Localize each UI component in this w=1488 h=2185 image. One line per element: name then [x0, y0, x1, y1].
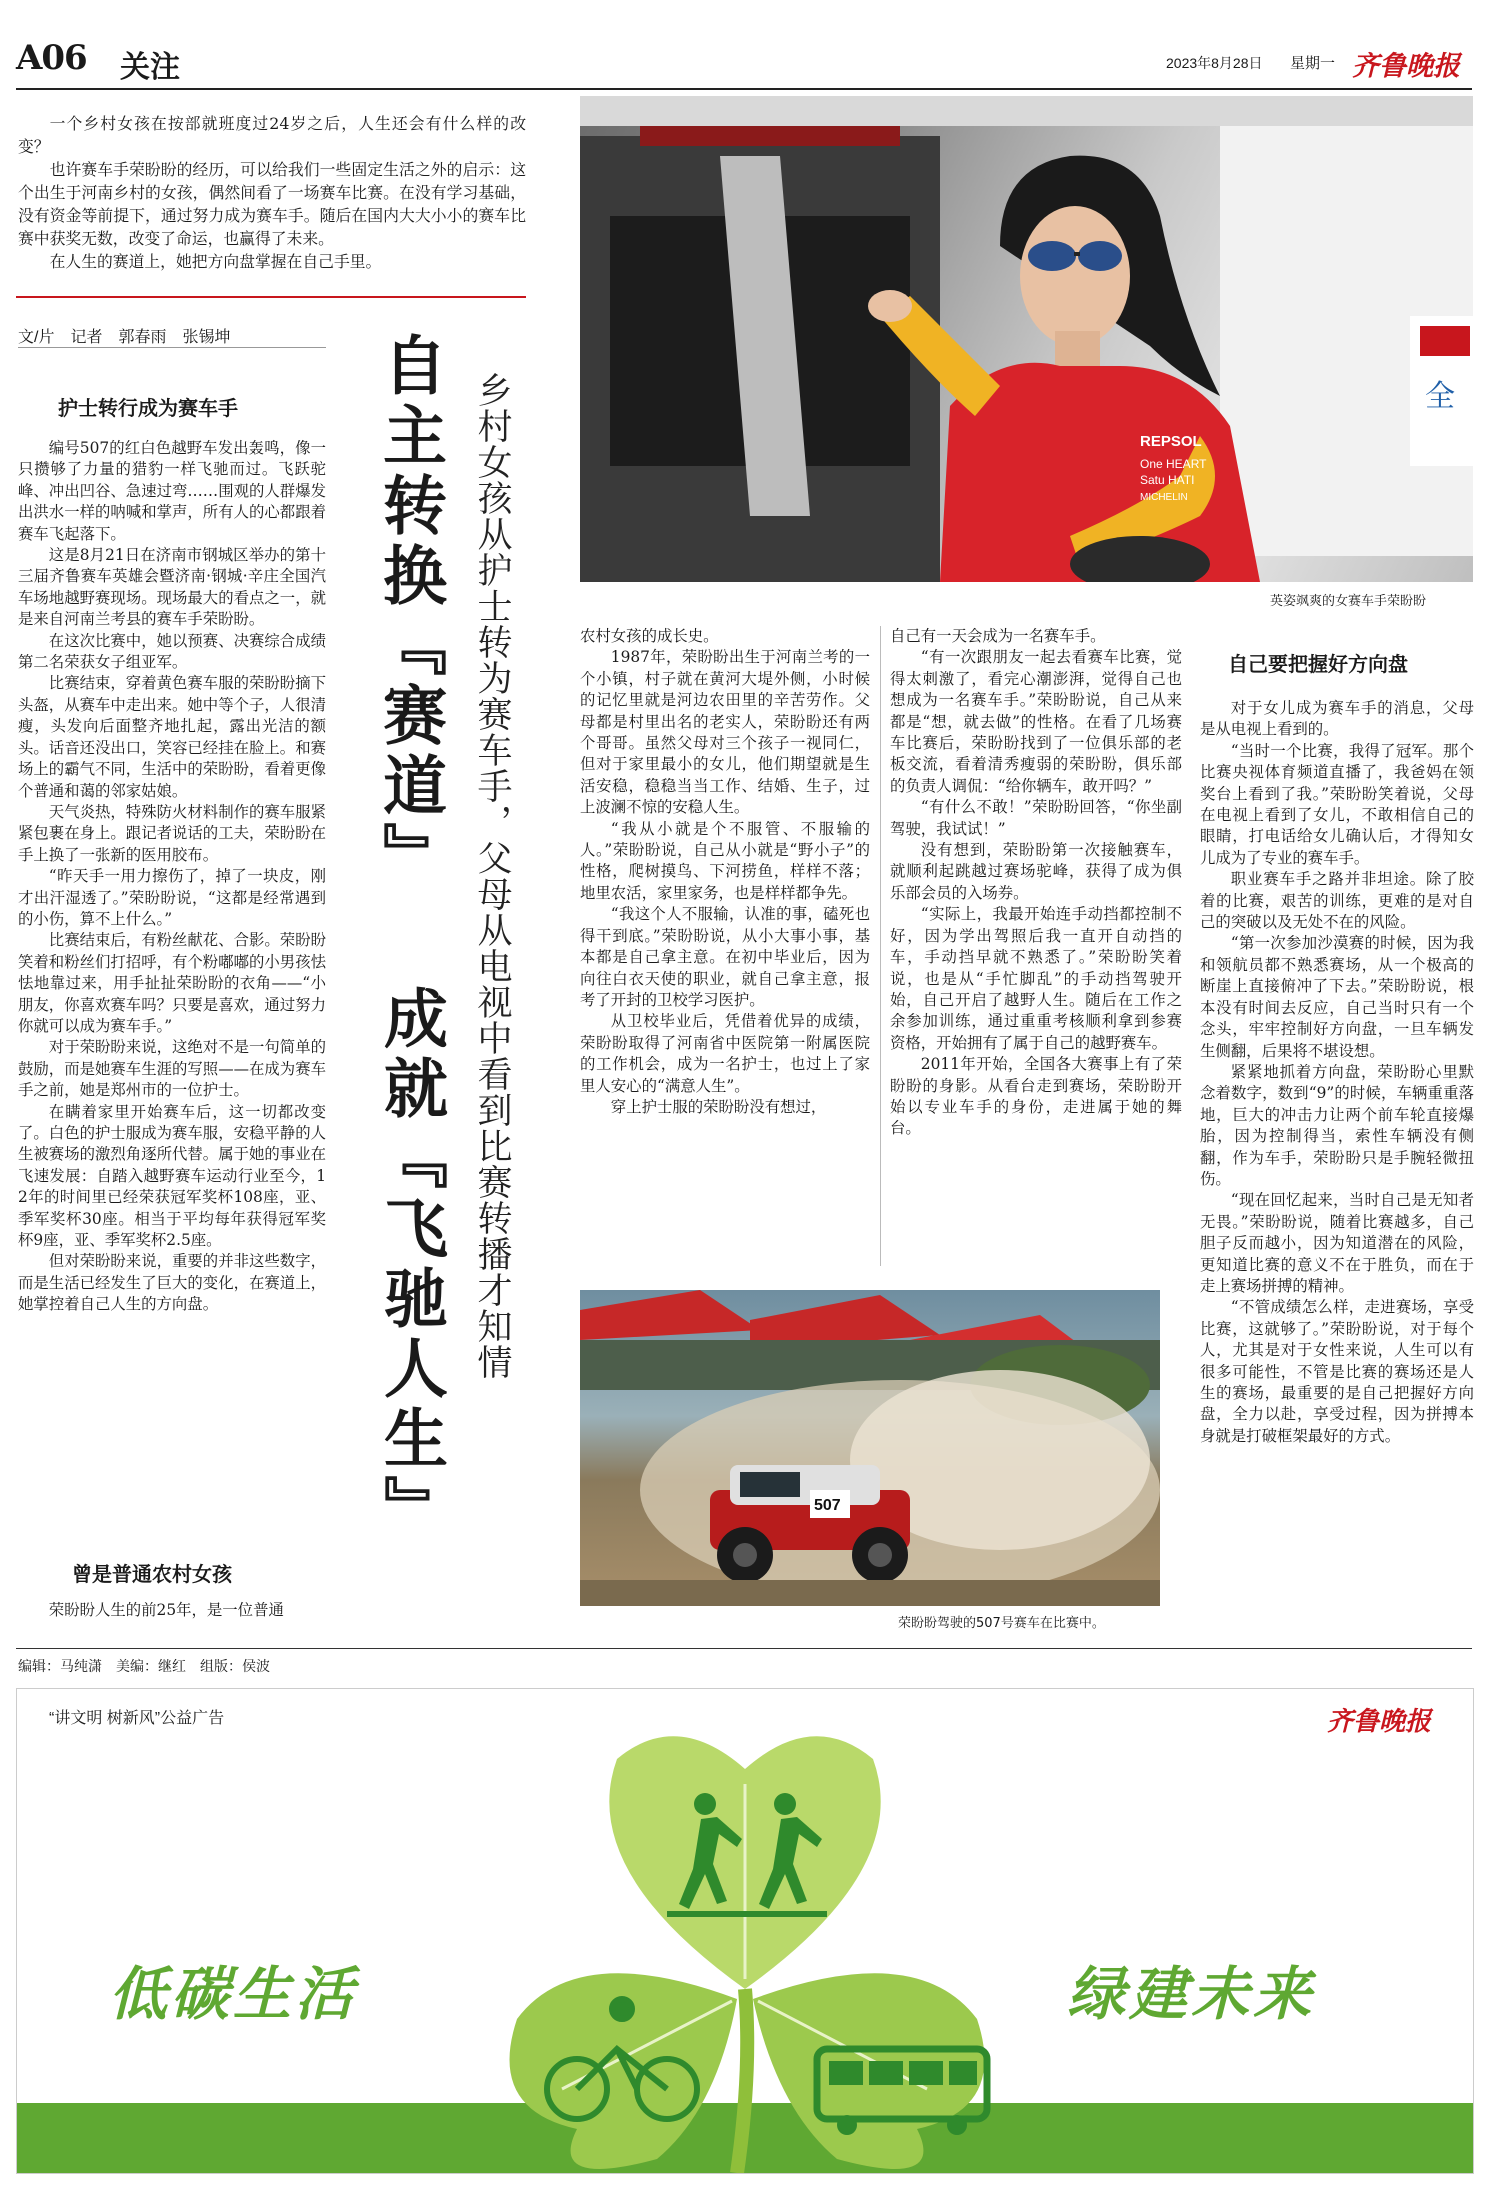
section-title-1: 护士转行成为赛车手	[58, 396, 238, 420]
body-paragraph: 比赛结束后，有粉丝献花、合影。荣盼盼笑着和粉丝们打招呼，有个粉嘟嘟的小男孩怯怯地靠过来，用手扯扯荣盼盼的衣角——“小朋友，你喜欢赛车吗？只要是喜欢，通过努力你就可以成为赛车手。”	[18, 931, 326, 1035]
body-paragraph: 农村女孩的成长史。	[580, 627, 719, 645]
column-5	[1200, 698, 1474, 1634]
header-date: 2023年8月28日	[1166, 55, 1263, 71]
jersey-sponsor: MICHELIN	[1140, 492, 1188, 503]
ad-right-slogan: 绿建未来	[1067, 1960, 1316, 2028]
article-bottom-rule	[16, 1648, 1472, 1649]
body-paragraph: 自己有一天会成为一名赛车手。	[890, 627, 1106, 645]
column-1-tail	[18, 1600, 326, 1626]
lead-paragraph: 在人生的赛道上，她把方向盘掌握在自己手里。	[49, 252, 382, 271]
ad-slogan-tag: “讲文明 树新风”公益广告	[49, 1710, 225, 1727]
public-service-ad	[16, 1688, 1474, 2174]
lead-text	[18, 112, 526, 280]
body-paragraph: 在这次比赛中，她以预赛、决赛综合成绩第二名荣获女子组亚军。	[18, 631, 326, 672]
rally-car-photo	[580, 1290, 1160, 1606]
body-paragraph: “不管成绩怎么样，走进赛场，享受比赛，这就够了。”荣盼盼说，对于每个人，尤其是对于女性来说，人生可以有很多可能性，不管是比赛的赛场还是人生的赛场，最重要的是自己把握好方向盘，全力以赴，享受过程，因为拼搏本身就是打破框架最好的方式。	[1200, 1298, 1474, 1445]
header-rule	[16, 88, 1472, 90]
body-paragraph: 职业赛车手之路并非坦途。除了胶着的比赛，艰苦的训练，更难的是对自己的突破以及无处不在的风险。	[1200, 870, 1474, 932]
lead-paragraph: 一个乡村女孩在按部就班度过24岁之后，人生还会有什么样的改变？	[18, 114, 526, 156]
racer-photo-caption: 英姿飒爽的女赛车手荣盼盼	[1270, 594, 1427, 609]
body-paragraph: “有一次跟朋友一起去看赛车比赛，觉得太刺激了，看完心潮澎湃，觉得自己也想成为一名赛车手。”荣盼盼说，自己从来都是“想，就去做”的性格。在看了几场赛车比赛后，荣盼盼找到了一位俱乐部的老板交流，看着清秀瘦弱的荣盼盼，俱乐部的负责人调侃：“给你辆车，敢开吗？”	[890, 648, 1182, 795]
body-paragraph: “昨天手一用力擦伤了，掉了一块皮，刚才出汗湿透了。”荣盼盼说，“这都是经常遇到的小伤，算不上什么。”	[18, 867, 326, 928]
sign-character: 全	[1425, 380, 1455, 413]
editors-credit: 编辑：马纯潇 美编：继红 组版：侯波	[18, 1658, 270, 1674]
jersey-sponsor: Satu HATI	[1140, 473, 1195, 487]
column-1	[18, 438, 326, 1558]
body-paragraph: “有什么不敢！”荣盼盼回答，“你坐副驾驶，我试试！”	[890, 798, 1182, 838]
page-number: A06	[16, 38, 87, 78]
body-paragraph: 穿上护士服的荣盼盼没有想过，	[610, 1097, 827, 1116]
section-name: 关注	[120, 50, 180, 85]
body-paragraph: “我从小就是个不服管、不服输的人。”荣盼盼说，自己从小就是“野小子”的性格，爬树摸鸟、下河捞鱼，样样不落；地里农活，家里家务，也是样样都争先。	[580, 819, 870, 902]
body-paragraph: 编号507的红白色越野车发出轰鸣，像一只攒够了力量的猎豹一样飞驰而过。飞跃驼峰、冲出凹谷、急速过弯……围观的人群爆发出洪水一样的呐喊和掌声，所有人的心都跟着赛车飞起落下。	[18, 439, 326, 543]
byline-underline	[18, 347, 326, 348]
body-paragraph: “我这个人不服输，认准的事，磕死也得干到底。”荣盼盼说，从小大事小事，基本都是自己拿主意。在初中毕业后，因为向往白衣天使的职业，就自己拿主意，报考了开封的卫校学习医护。	[580, 905, 870, 1009]
racer-photo	[580, 96, 1473, 582]
body-paragraph: 在瞒着家里开始赛车后，这一切都改变了。白色的护士服成为赛车服，安稳平静的人生被赛场的激烈角逐所代替。属于她的事业在飞速发展：自踏入越野赛车运动行业至今，12年的时间里已经荣获冠军奖杯108座，亚、季军奖杯30座。相当于平均每年获得冠军奖杯9座，亚、季军奖杯2.5座。	[18, 1102, 326, 1250]
body-paragraph: 没有想到，荣盼盼第一次接触赛车，就顺利起跳越过赛场驼峰，获得了成为俱乐部会员的入场券。	[890, 841, 1182, 902]
rally-car-photo-caption: 荣盼盼驾驶的507号赛车在比赛中。	[898, 1616, 1105, 1631]
column-4	[890, 626, 1182, 1266]
jersey-sponsor: REPSOL	[1140, 433, 1202, 450]
body-paragraph: “实际上，我最开始连手动挡都控制不好，因为学出驾照后我一直开自动挡的车，手动挡早就不熟悉了。”荣盼盼笑着说，也是从“手忙脚乱”的手动挡驾驶开始，自己开启了越野人生。随后在工作之余参加训练，通过重重考核顺利拿到参赛资格，开始拥有了属于自己的越野赛车。	[890, 905, 1182, 1052]
lead-paragraph: 也许赛车手荣盼盼的经历，可以给我们一些固定生活之外的启示：这个出生于河南乡村的女孩，偶然间看了一场赛车比赛。在没有学习基础，没有资金等前提下，通过努力成为赛车手。随后在国内大大小小的赛车比赛中获奖无数，改变了命运，也赢得了未来。	[18, 160, 526, 248]
body-paragraph: 比赛结束，穿着黄色赛车服的荣盼盼摘下头盔，从赛车中走出来。她中等个子，人很清瘦，头发向后面整齐地扎起，露出光洁的额头。话音还没出口，笑容已经挂在脸上。和赛场上的霸气不同，生活中的荣盼盼，看着更像个普通和蔼的邻家姑娘。	[18, 674, 326, 800]
column-3	[580, 626, 870, 1266]
section-title-2: 曾是普通农村女孩	[72, 1562, 232, 1586]
body-paragraph: 紧紧地抓着方向盘，荣盼盼心里默念着数字，数到“9”的时候，车辆重重落地，巨大的冲击力让两个前车轮直接爆胎，因为控制得当，索性车辆没有侧翻，作为车手，荣盼盼只是手腕轻微扭伤。	[1200, 1062, 1474, 1188]
column-divider	[880, 626, 881, 1266]
body-paragraph: 对于荣盼盼来说，这绝对不是一句简单的鼓励，而是她赛车生涯的写照——在成为赛车手之前，她是郑州市的一位护士。	[18, 1038, 326, 1100]
body-paragraph: 这是8月21日在济南市钢城区举办的第十三届齐鲁赛车英雄会暨济南·钢城·辛庄全国汽车场地越野赛现场。现场最大的看点之一，就是来自河南兰考县的赛车手荣盼盼。	[18, 546, 326, 629]
body-paragraph: 1987年，荣盼盼出生于河南兰考的一个小镇，村子就在黄河大堤外侧，小时候的记忆里就是河边农田里的辛苦劳作。父母都是村里出名的老实人，荣盼盼还有两个哥哥。虽然父母对三个孩子一视同仁，但对于家里最小的女儿，他们期望就是生活安稳，稳稳当当工作、结婚、生子，过上波澜不惊的安稳人生。	[580, 648, 870, 817]
headline-subtitle: 乡村女孩从护士转为赛车手，父母从电视中看到比赛转播才知情	[472, 372, 512, 1380]
body-paragraph: “第一次参加沙漠赛的时候，因为我和领航员都不熟悉赛场，从一个极高的断崖上直接俯冲了下去。”荣盼盼说，根本没有时间去反应，自己当时只有一个念头，牢牢控制好方向盘，一旦车辆发生侧翻，后果将不堪设想。	[1200, 934, 1474, 1060]
lead-rule	[16, 296, 526, 298]
clover-graphic	[17, 1689, 1473, 2173]
headline-line-1: 自主转换『赛道』	[372, 332, 447, 892]
car-number: 507	[814, 1497, 841, 1514]
body-paragraph: “现在回忆起来，当时自己是无知者无畏。”荣盼盼说，随着比赛越多，自己胆子反而越小，因为知道潜在的风险，更知道比赛的意义不在于胜负，而在于走上赛场拼搏的精神。	[1200, 1191, 1474, 1295]
body-paragraph: 天气炎热，特殊防火材料制作的赛车服紧紧包裹在身上。跟记者说话的工夫，荣盼盼在手上换了一张新的医用胶布。	[18, 802, 326, 864]
ad-left-slogan: 低碳生活	[109, 1960, 358, 2028]
body-paragraph: 荣盼盼人生的前25年，是一位普通	[48, 1601, 284, 1619]
body-paragraph: 对于女儿成为赛车手的消息，父母是从电视上看到的。	[1200, 699, 1474, 739]
ad-brand-logo: 齐鲁晚报	[1327, 1707, 1432, 1737]
headline-line-2: 成就『飞驰人生』	[373, 985, 448, 1545]
header-weekday: 星期一	[1290, 54, 1336, 72]
body-paragraph: 2011年开始，全国各大赛事上有了荣盼盼的身影。从看台走到赛场，荣盼盼开始以专业车手的身份，走进属于她的舞台。	[890, 1055, 1182, 1138]
header-brand-logo: 齐鲁晚报	[1352, 51, 1460, 82]
body-paragraph: 但对荣盼盼来说，重要的并非这些数字，而是生活已经发生了巨大的变化，在赛道上，她掌控着自己人生的方向盘。	[18, 1252, 326, 1314]
jersey-sponsor: One HEART	[1140, 457, 1207, 471]
byline: 文/片 记者 郭春雨 张锡坤	[18, 329, 231, 346]
body-paragraph: “当时一个比赛，我得了冠军。那个比赛央视体育频道直播了，我爸妈在领奖台上看到了我。”荣盼盼笑着说，父母在电视上看到了女儿，不敢相信自己的眼睛，打电话给女儿确认后，才得知女儿成为了专业的赛车手。	[1200, 741, 1474, 867]
section-title-3: 自己要把握好方向盘	[1228, 652, 1408, 676]
body-paragraph: 从卫校毕业后，凭借着优异的成绩，荣盼盼取得了河南省中医院第一附属医院的工作机会，成为一名护士，也过上了家里人安心的“满意人生”。	[580, 1012, 870, 1095]
rally-car-photo-art	[580, 1290, 1160, 1606]
racer-photo-art	[580, 96, 1473, 582]
